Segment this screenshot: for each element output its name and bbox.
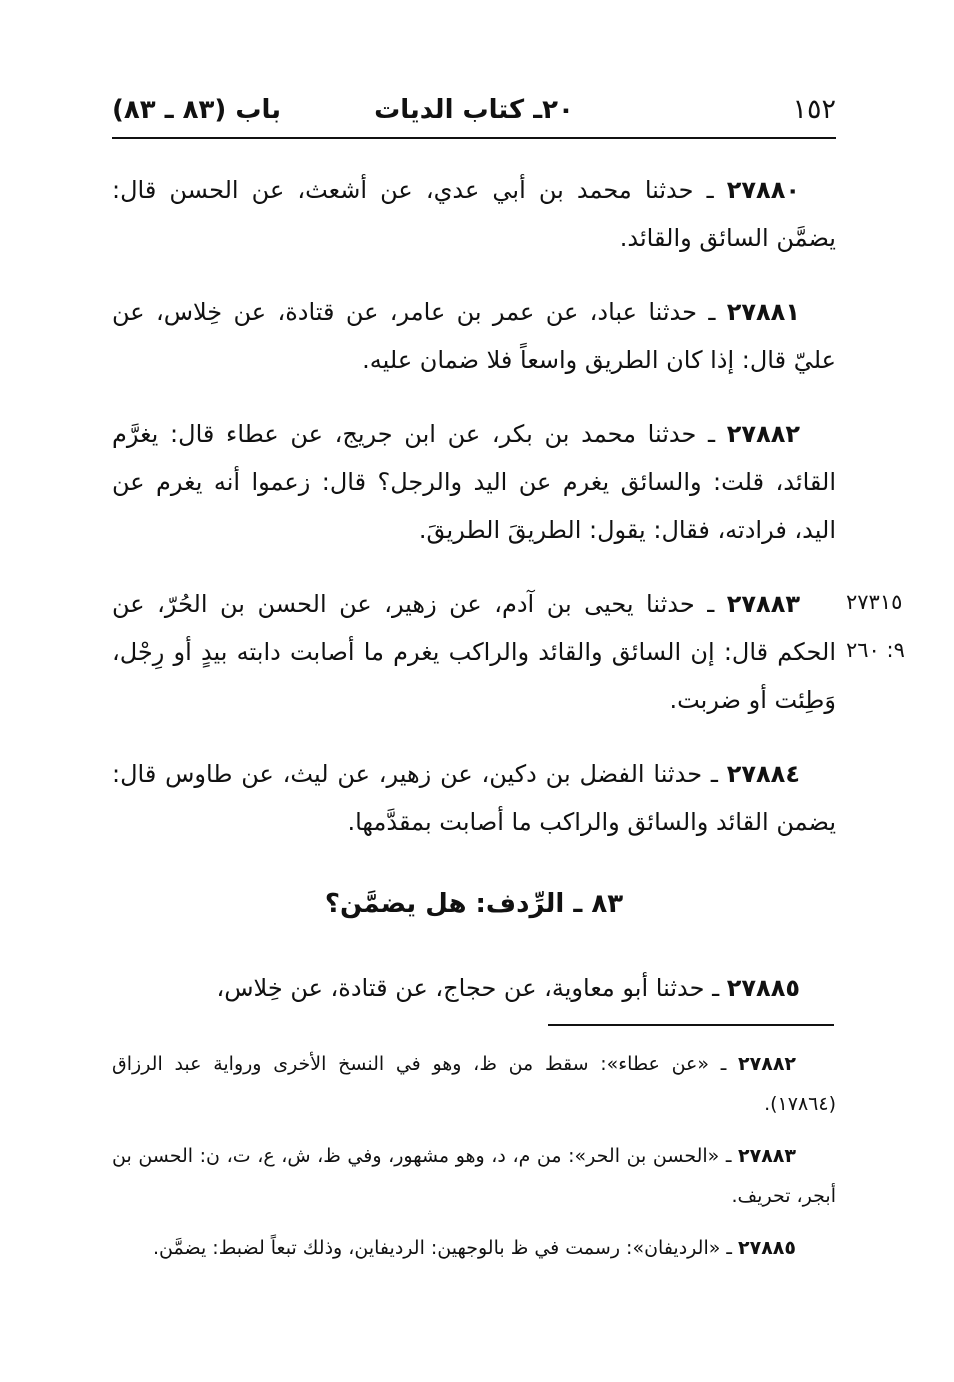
footnote-number: ٢٧٨٨٥: [738, 1237, 796, 1259]
footnote-number: ٢٧٨٨٢: [738, 1053, 797, 1075]
footnote: [112, 1228, 836, 1268]
footnote: [112, 1044, 836, 1124]
footnote-text: ـ «الرديفان»: رسمت في ظ بالوجهين: الرديفاين، وذلك تبعاً لضبط: يضمَّن.: [153, 1237, 732, 1259]
hadith-27882: [112, 410, 836, 554]
hadith-27884: [112, 750, 836, 846]
hadith-27880: [112, 166, 836, 262]
section-range: باب (٨٣ ـ ٨٣): [112, 95, 281, 125]
hadith-27881: [112, 288, 836, 384]
footnote-number: ٢٧٨٨٣: [738, 1145, 796, 1167]
hadith-number: ٢٧٨٨٠: [726, 176, 800, 204]
running-head: [112, 88, 836, 132]
hadith-number: ٢٧٨٨٣: [726, 590, 800, 618]
hadith-number: ٢٧٨٨١: [726, 298, 800, 326]
hadith-number: ٢٧٨٨٥: [726, 974, 800, 1002]
chapter-title: ٢٠ـ كتاب الديات: [374, 95, 574, 125]
footnotes: [112, 1044, 836, 1268]
footnote-text: ـ «عن عطاء»: سقط من ظ، وهو في النسخ الأخرى ورواية عبد الرزاق (١٧٨٦٤).: [112, 1053, 836, 1115]
main-text: [112, 166, 836, 1012]
margin-reference-2: ٩: ٢٦٠: [846, 638, 905, 662]
footnote-text: ـ «الحسن بن الحر»: من م، د، وهو مشهور، وفي ظ، ش، ع، ت، ن: الحسن بن أبجر، تحريف.: [112, 1145, 836, 1207]
page-number: ١٥٢: [792, 94, 836, 125]
hadith-number: ٢٧٨٨٢: [726, 420, 801, 448]
footnote-rule: [548, 1024, 834, 1026]
hadith-text: ـ حدثنا الفضل بن دكين، عن زهير، عن ليث، عن طاوس قال: يضمن القائد والسائق والراكب ما أصابت بمقدَّمها.: [112, 760, 836, 836]
footnote: [112, 1136, 836, 1216]
section-heading: ٨٣ ـ الرِّدف: هل يضمَّن؟: [324, 889, 624, 919]
hadith-text: ـ حدثنا محمد بن بكر، عن ابن جريج، عن عطاء قال: يغرَّم القائد، قلت: والسائق يغرم عن اليد والرجل؟ قال: زعموا أنه يغرم عن اليد، فرادته، فقال: يقول: الطريقَ الطريقَ.: [112, 420, 836, 544]
margin-reference-1: ٢٧٣١٥: [846, 590, 903, 614]
hadith-text: ـ حدثنا يحيى بن آدم، عن زهير، عن الحسن بن الحُرّ، عن الحكم قال: إن السائق والقائد والراكب يغرم ما أصابت دابته بيدٍ أو رِجْل، وَطِئت أو ضربت.: [112, 590, 836, 714]
hadith-text: ـ حدثنا أبو معاوية، عن حجاج، عن قتادة، عن خِلاس،: [216, 974, 720, 1002]
header-rule: [112, 137, 836, 139]
hadith-27883: [112, 580, 836, 724]
hadith-text: ـ حدثنا محمد بن أبي عدي، عن أشعث، عن الحسن قال: يضمَّن السائق والقائد.: [112, 176, 836, 252]
hadith-number: ٢٧٨٨٤: [726, 760, 800, 788]
hadith-text: ـ حدثنا عباد، عن عمر بن عامر، عن قتادة، عن خِلاس، عن عليّ قال: إذا كان الطريق واسعاً فلا ضمان عليه.: [112, 298, 836, 374]
hadith-27885: [112, 964, 836, 1012]
